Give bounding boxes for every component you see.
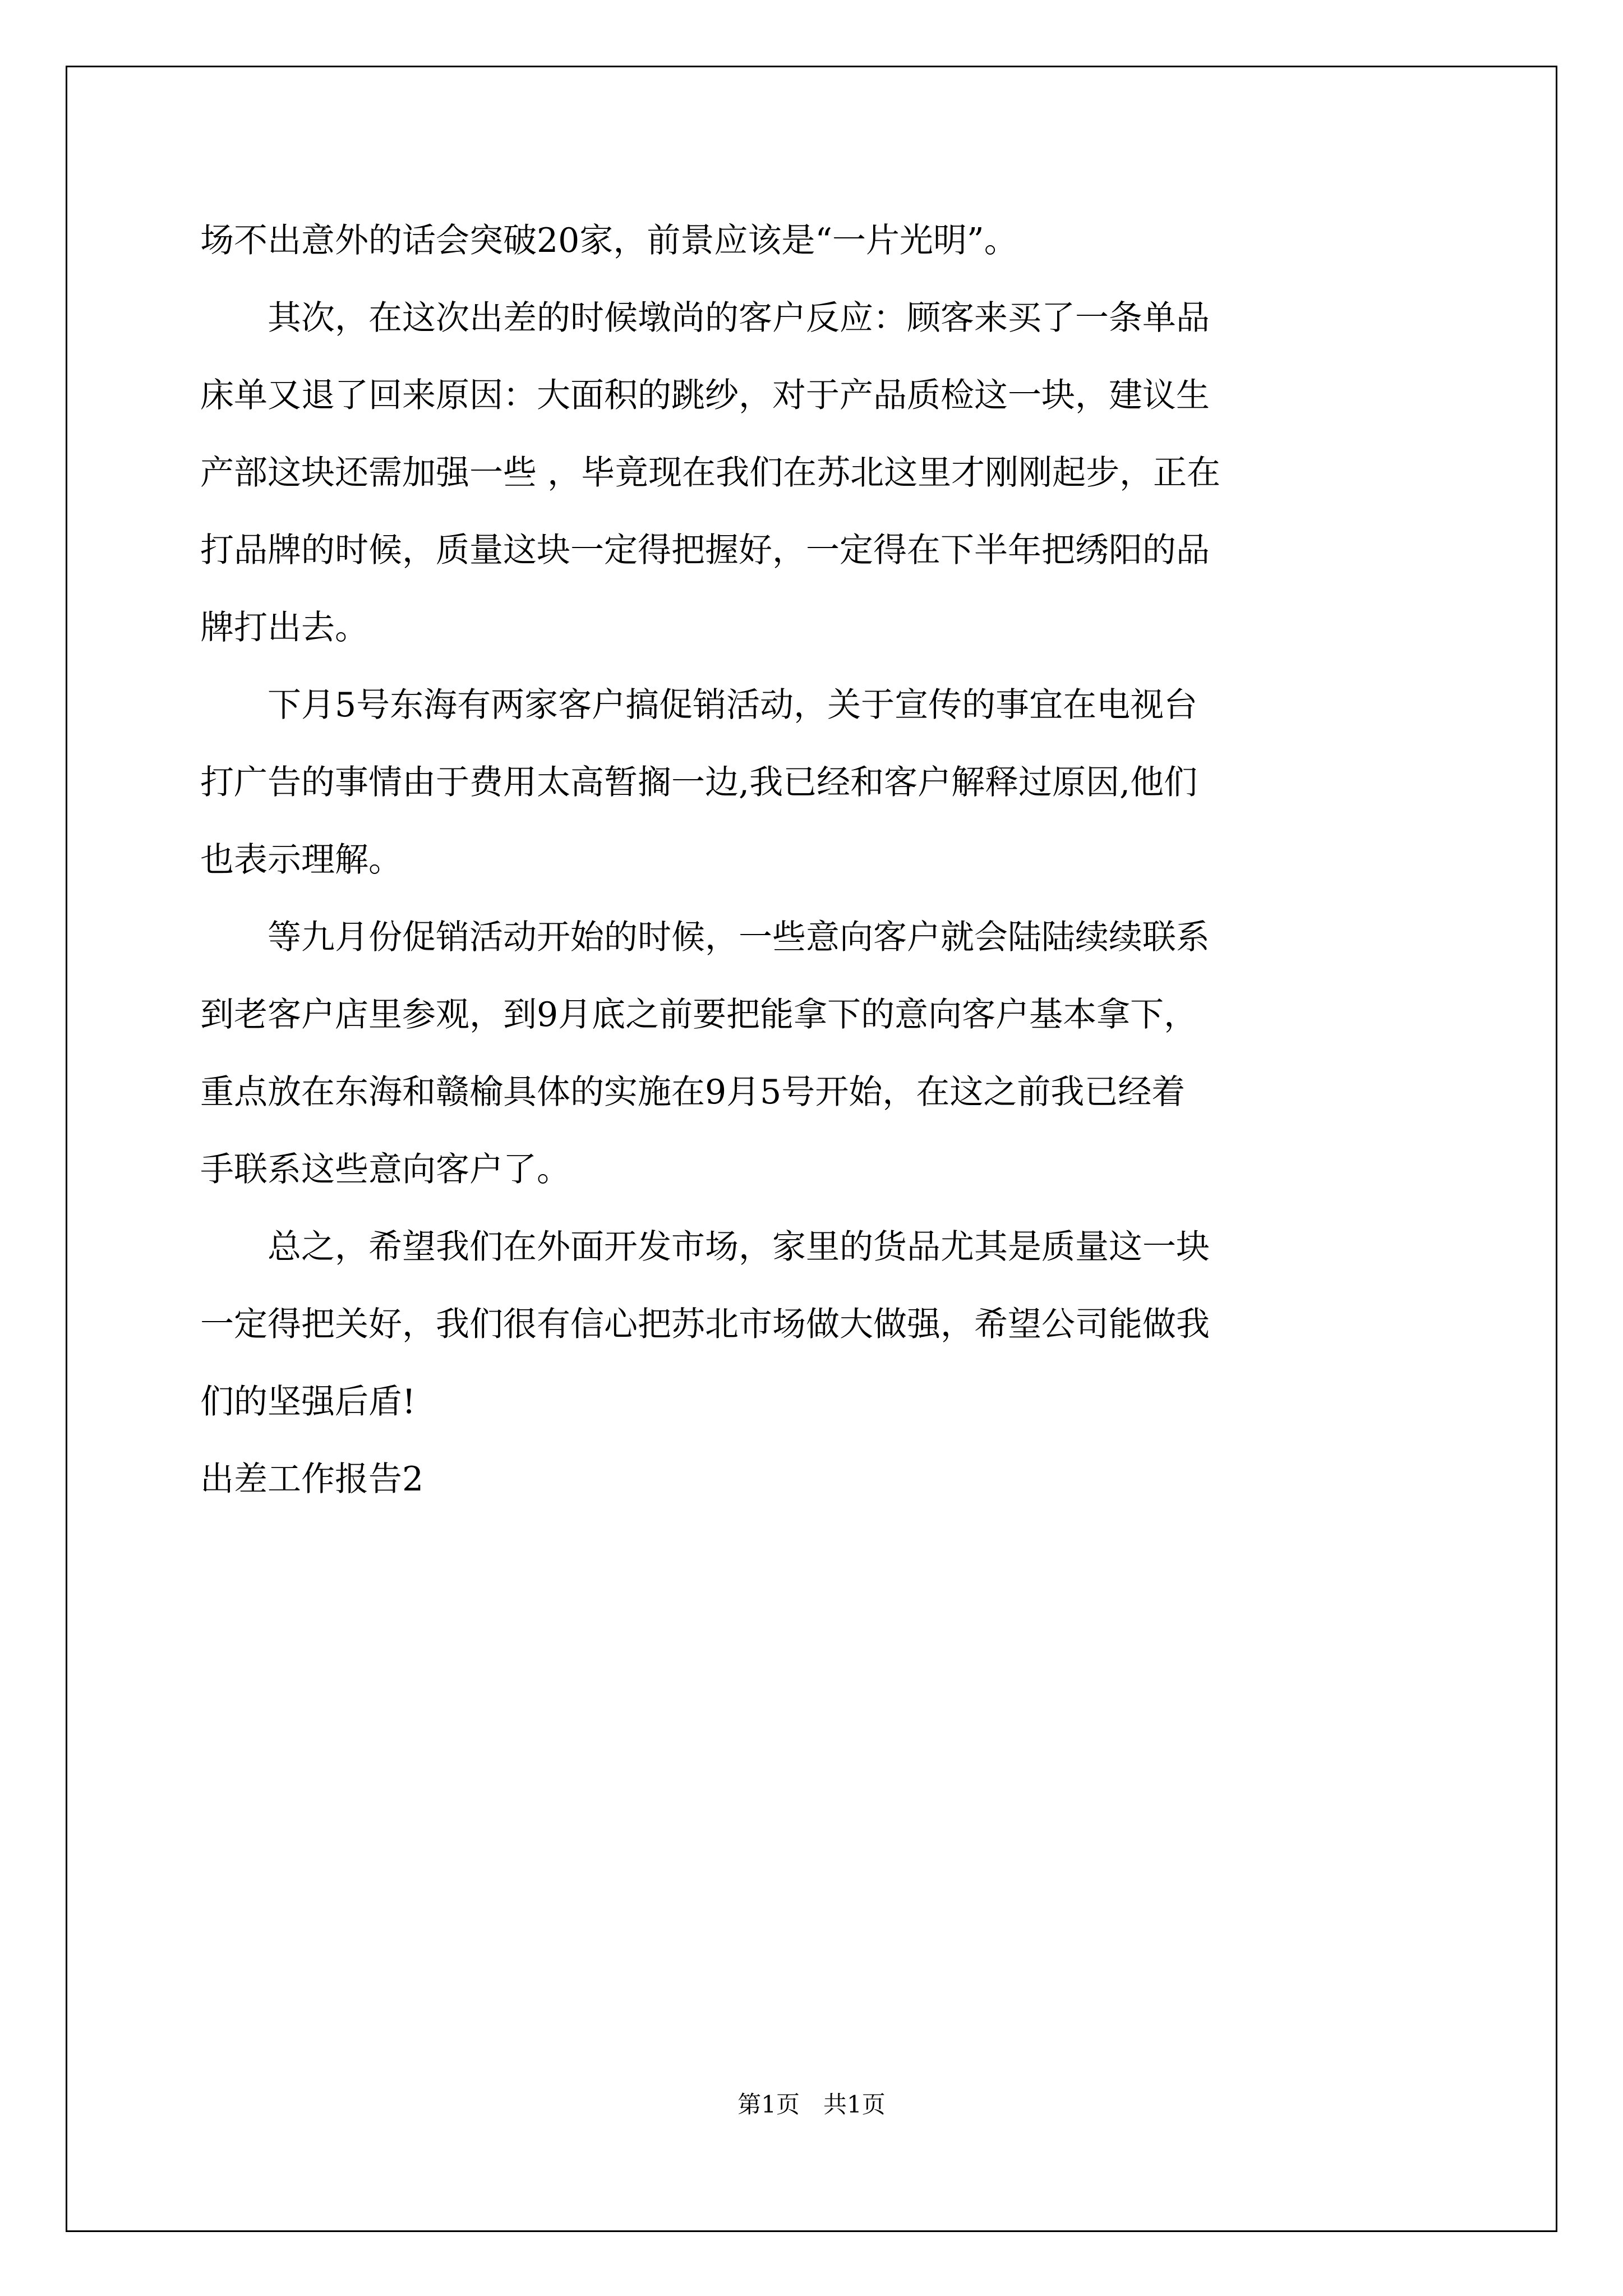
text-line: 重点放在东海和赣榆具体的实施在9月5号开始，在这之前我已经着 xyxy=(200,1073,1186,1112)
text-line: 打广告的事情由于费用太高暂搁一边,我已经和客户解释过原因,他们 xyxy=(200,763,1198,802)
text-line: 一定得把关好，我们很有信心把苏北市场做大做强，希望公司能做我 xyxy=(200,1305,1210,1344)
text-line: 牌打出去。 xyxy=(200,608,368,647)
text-line: 也表示理解。 xyxy=(200,840,402,880)
text-line: 场不出意外的话会突破20家，前景应该是“一片光明”。 xyxy=(200,221,1018,260)
text-line: 床单又退了回来原因：大面积的跳纱，对于产品质检这一块，建议生 xyxy=(200,376,1210,415)
text-line: 其次，在这次出差的时候墩尚的客户反应：顾客来买了一条单品 xyxy=(200,298,1210,338)
text-line: 产部这块还需加强一些 ，毕竟现在我们在苏北这里才刚刚起步，正在 xyxy=(200,453,1221,493)
page-footer: 第1页 共1页 xyxy=(737,2091,886,2118)
section-heading: 出差工作报告2 xyxy=(200,1460,424,1499)
text-line: 到老客户店里参观，到9月底之前要把能拿下的意向客户基本拿下， xyxy=(200,995,1198,1034)
document-body xyxy=(200,202,1423,1518)
text-line: 们的坚强后盾! xyxy=(200,1382,416,1421)
text-line: 下月5号东海有两家客户搞促销活动，关于宣传的事宜在电视台 xyxy=(200,685,1198,725)
text-line: 手联系这些意向客户了。 xyxy=(200,1150,570,1189)
text-line: 总之，希望我们在外面开发市场，家里的货品尤其是质量这一块 xyxy=(200,1227,1210,1267)
text-line: 等九月份促销活动开始的时候，一些意向客户就会陆陆续续联系 xyxy=(200,918,1210,957)
text-line: 打品牌的时候，质量这块一定得把握好，一定得在下半年把绣阳的品 xyxy=(200,531,1210,570)
